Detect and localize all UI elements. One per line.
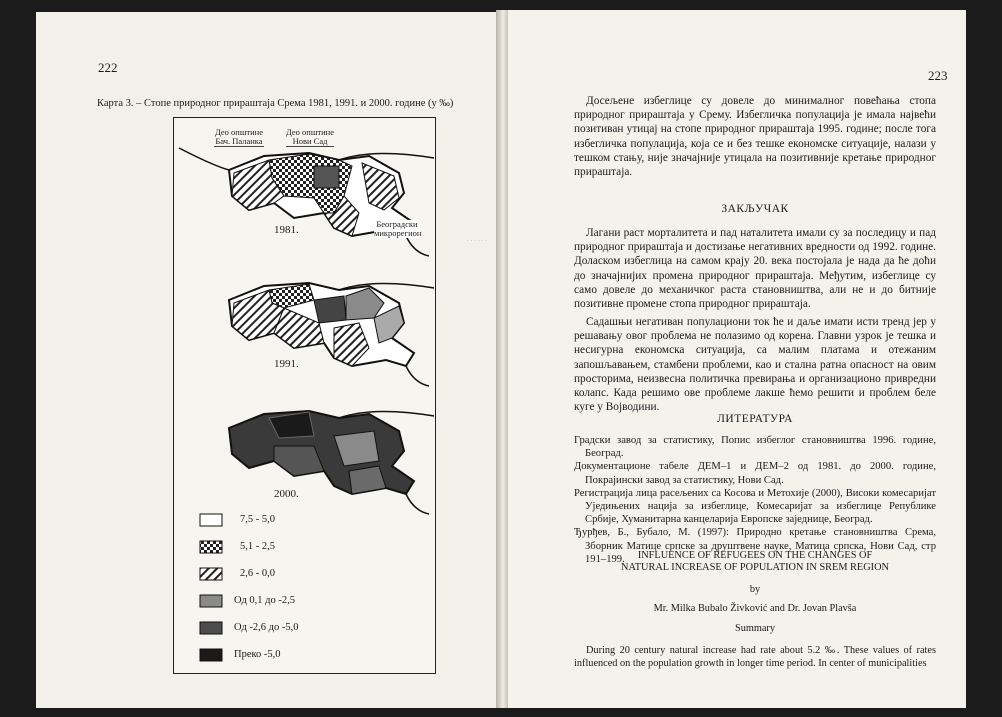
- intro-paragraph: Досељене избеглице су довеле до минималног повећања стопа природног прираштаја у Срему. Избегличка популација је имала највећи позитиван утицај на стопе природног прираштаја 1995. године; после тога избегличка популација, која се и без тешке економске ситуације, налази у тешком стању, није значајније утицала на позитивније кретање природног прираштаја.: [574, 95, 936, 179]
- map-figure: [173, 117, 436, 674]
- legend-label-2: 5,1 - 2,5: [240, 541, 275, 552]
- map-caption: Карта 3. – Стопе природног прираштаја Срема 1981, 1991. и 2000. године (у ‰): [97, 98, 454, 109]
- english-title-line-2: NATURAL INCREASE OF POPULATION IN SREM REGION: [621, 562, 889, 573]
- conclusion-paragraph-1: Лагани раст морталитета и пад наталитета имали су за последицу и пад природног прираштаја и достизање негативних вредности од 1992. године. Доласком избеглица на самом крају 20. века постојала је нада да ће доћи до значајнијих промена природног прираштаја. Међутим, избеглице су само довеле до механичког раста становништва, али не и до битније позитивне промене стопа природног прираштаја.: [574, 227, 936, 311]
- map-1991: [229, 283, 434, 386]
- references-heading: ЛИТЕРАТУРА: [717, 413, 793, 425]
- map-2000: [229, 411, 434, 514]
- summary-text: During 20 century natural increase had rate about 5.2 ‰. These values of rates influenced on the population growth in longer time period. In center of municipalities: [574, 645, 936, 669]
- year-label-2000: 2000.: [274, 488, 299, 500]
- legend-label-3: 2,6 - 0,0: [240, 568, 275, 579]
- legend-label-6: Преко -5,0: [234, 649, 281, 660]
- map-label-novi-sad: Део општине Нови Сад: [286, 127, 334, 146]
- year-label-1981: 1981.: [274, 224, 299, 236]
- reference-item: Документационе табеле ДЕМ–1 и ДЕМ–2 од 1981. до 2000. године, Покрајински завод за статистику, Нови Сад.: [574, 461, 936, 486]
- map-label-backa-palanka: Део општине Бач. Паланка: [215, 127, 263, 146]
- page-number-left: 222: [98, 60, 118, 75]
- references-list: [574, 434, 936, 566]
- legend-label-4: Од 0,1 до -2,5: [234, 595, 296, 606]
- left-page: 222 Карта 3. – Стопе природног прираштаја Срема 1981, 1991. и 2000. године (у ‰) …… Део општине Бач. Паланка Део општине Нови Сад Београдски микрорегион 1981. 1991. 2000. 7,5 - 5,0 5,1 - 2,5 2,6 - 0,0 Од 0,1 до -2,5 Од -2,6 до -5,0 Преко -5,0: [36, 12, 498, 708]
- page-number-right: 223: [928, 68, 948, 83]
- conclusion-paragraph-2: Садашњи негативан популациони ток ће и даље имати исти тренд јер у решавању овог проблема не полазимо од корена. Главни узрок је тешка и несигурна економска ситуација, са малим платама и отежаним запошљавањем, стамбени проблеми, као и стална ратна опасност на овим просторима, неизвесна политичка превирања и организационо привредни колапс. Када решимо ове проблеме лакше ћемо решити и проблем беле куге у Војводини.: [574, 316, 936, 414]
- map-1981: [179, 148, 434, 256]
- authors: Mr. Milka Bubalo Živković and Dr. Jovan Plavša: [653, 603, 857, 614]
- legend-swatches: [200, 514, 222, 661]
- legend-label-5: Од -2,6 до -5,0: [234, 622, 299, 633]
- map-label-belgrade: Београдски микрорегион: [374, 219, 422, 238]
- reference-item: Ђурђев, Б., Бубало, М. (1997): Природно кретање становништва Срема, Зборник Матице српске за друштвене науке, Матица српска, Нови Сад, стр 191–199.: [574, 527, 936, 565]
- by-line: by: [749, 584, 761, 595]
- conclusion-heading: ЗАКЉУЧАК: [721, 203, 789, 215]
- map-svg: [174, 118, 435, 673]
- summary-heading: Summary: [734, 623, 776, 634]
- right-page: [508, 10, 966, 708]
- year-label-1991: 1991.: [274, 358, 299, 370]
- reference-item: Градски завод за статистику, Попис избеглог становништва 1996. године, Београд.: [574, 435, 936, 460]
- legend-label-1: 7,5 - 5,0: [240, 514, 275, 525]
- english-title-line-1: INFLUENCE OF REFUGEES ON THE CHANGES OF: [637, 550, 873, 561]
- english-title: [574, 550, 936, 574]
- reference-item: Регистрација лица расељених са Косова и Метохије (2000), Високи комесаријат Уједињених нација за избеглице, Комесаријат за избеглице Републике Србије, Хуманитарна канцеларија Европске заједнице, Београд.: [574, 487, 936, 526]
